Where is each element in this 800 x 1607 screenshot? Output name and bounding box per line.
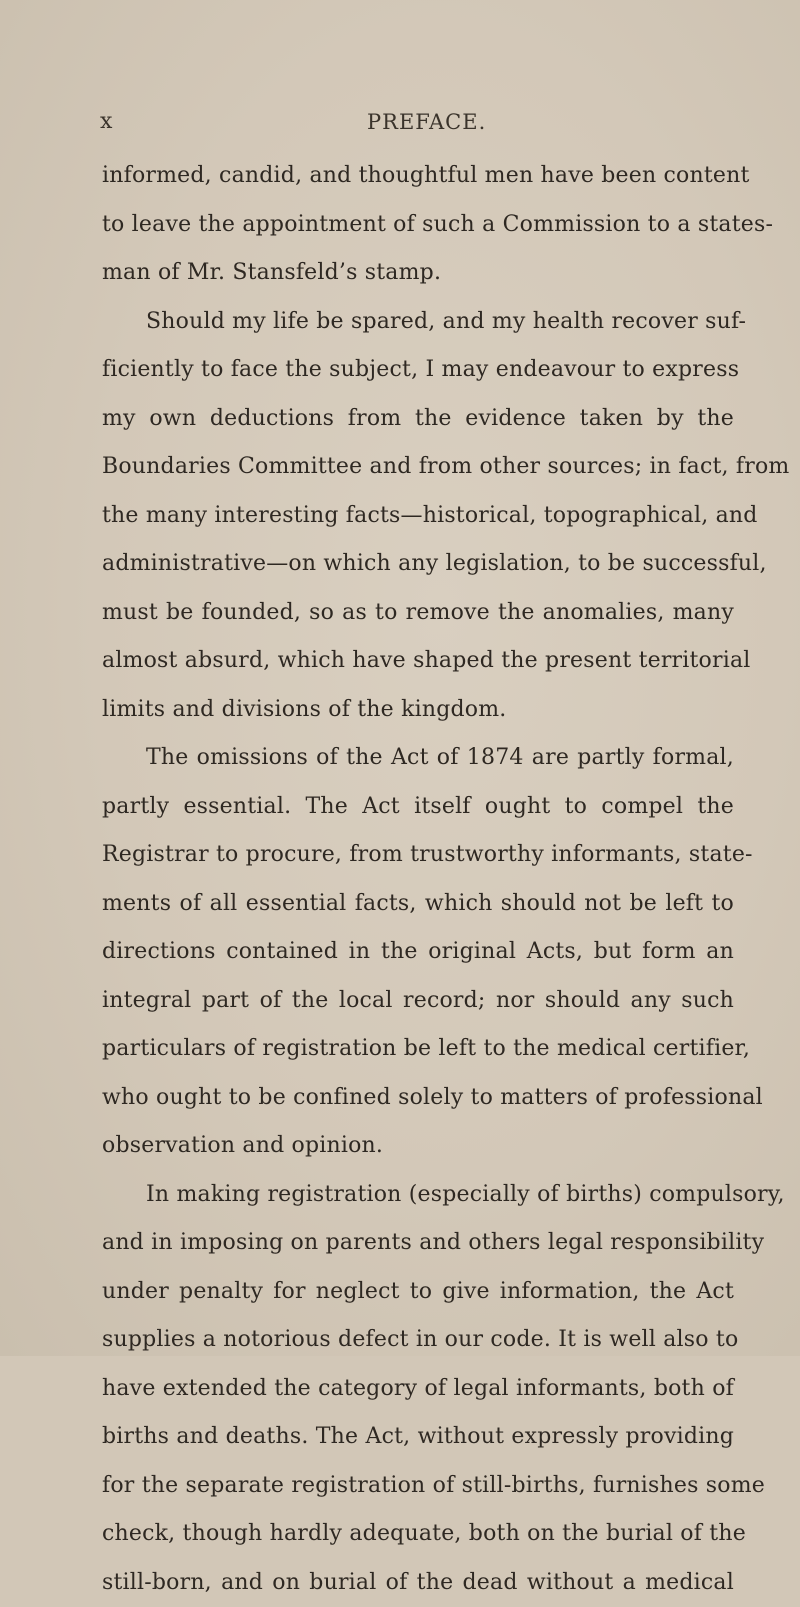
text-line: births and deaths. The Act, without expressly providing: [102, 1413, 734, 1462]
text-line: have extended the category of legal informants, both of: [102, 1365, 734, 1414]
text-line: check, though hardly adequate, both on the burial of the: [102, 1510, 734, 1559]
text-line: who ought to be confined solely to matters of professional: [102, 1074, 734, 1123]
text-line: Should my life be spared, and my health recover suf-: [102, 298, 734, 347]
text-line: the many interesting facts—historical, topographical, and: [102, 492, 734, 541]
page-header: [100, 104, 720, 140]
text-line: must be founded, so as to remove the anomalies, many: [102, 589, 734, 638]
text-line: The omissions of the Act of 1874 are partly formal,: [102, 734, 734, 783]
text-line: under penalty for neglect to give information, the Act: [102, 1268, 734, 1317]
text-line: for the separate registration of still-births, furnishes some: [102, 1462, 734, 1511]
text-line: ments of all essential facts, which should not be left to: [102, 880, 734, 929]
text-line: limits and divisions of the kingdom.: [102, 686, 734, 735]
text-line: In making registration (especially of births) compulsory,: [102, 1171, 734, 1220]
text-line: man of Mr. Stansfeld’s stamp.: [102, 249, 734, 298]
text-line: to leave the appointment of such a Commission to a states-: [102, 201, 734, 250]
running-head: PREFACE.: [367, 104, 486, 140]
text-line: ficiently to face the subject, I may endeavour to express: [102, 346, 734, 395]
text-line: almost absurd, which have shaped the present territorial: [102, 637, 734, 686]
text-line: informed, candid, and thoughtful men have been content: [102, 152, 734, 201]
text-line: Boundaries Committee and from other sources; in fact, from: [102, 443, 734, 492]
text-line: directions contained in the original Acts, but form an: [102, 928, 734, 977]
text-line: administrative—on which any legislation, to be successful,: [102, 540, 734, 589]
page-number: x: [100, 104, 112, 140]
text-line: and in imposing on parents and others legal responsibility: [102, 1219, 734, 1268]
body-text: [102, 152, 734, 1607]
text-line: supplies a notorious defect in our code. It is well also to: [102, 1316, 734, 1365]
text-line: my own deductions from the evidence taken by the: [102, 395, 734, 444]
text-line: observation and opinion.: [102, 1122, 734, 1171]
text-line: Registrar to procure, from trustworthy informants, state-: [102, 831, 734, 880]
text-line: integral part of the local record; nor should any such: [102, 977, 734, 1026]
text-line: particulars of registration be left to the medical certifier,: [102, 1025, 734, 1074]
text-line: partly essential. The Act itself ought to compel the: [102, 783, 734, 832]
text-line: still-born, and on burial of the dead without a medical: [102, 1559, 734, 1607]
